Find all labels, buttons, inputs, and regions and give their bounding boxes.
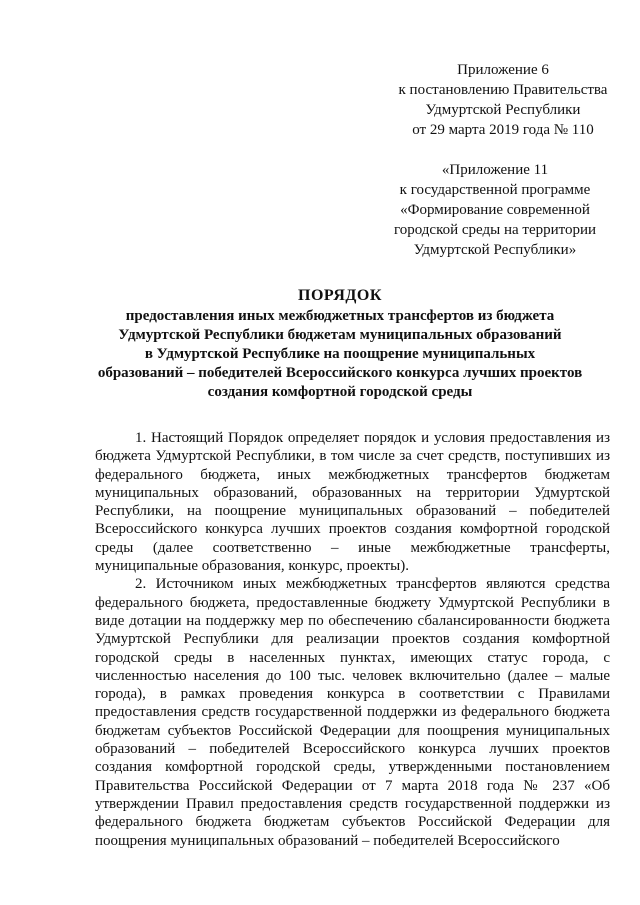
- document-title: [80, 286, 600, 402]
- title-line: в Удмуртской Республике на поощрение муниципальных: [144, 346, 536, 362]
- appendix-11-line: «Формирование современной: [400, 202, 590, 218]
- title-line: Удмуртской Республики бюджетам муниципальных образований: [118, 327, 562, 343]
- title-line: создания комфортной городской среды: [207, 384, 473, 400]
- paragraph-1: 1. Настоящий Порядок определяет порядок и условия предоставления из бюджета Удмуртской Республики, в том числе за счет средств, поступивших из федерального бюджета, иных межбюджетных трансфертов бюджетам муниципальных образований, образованных на территории Удмуртской Республики, на поощрение муниципальных образований – победителей Всероссийского конкурса лучших проектов создания комфортной городской среды (далее соответственно – иные межбюджетные трансферты, муниципальные образования, конкурс, проекты).: [95, 430, 610, 575]
- title-line: образований – победителей Всероссийского конкурса лучших проектов: [97, 365, 583, 381]
- paragraph-2: 2. Источником иных межбюджетных трансфертов являются средства федерального бюджета, предоставленные бюджету Удмуртской Республики в виде дотации на поддержку мер по обеспечению сбалансированности бюджета Удмуртской Республики для реализации проектов создания комфортной городской среды в населенных пунктах, имеющих статус города, с численностью населения до 100 тыс. человек включительно (далее – малые города), в рамках проведения конкурса в соответствии с Правилами предоставления средств государственной поддержки из федерального бюджета бюджетам субъектов Российской Федерации для поощрения муниципальных образований – победителей Всероссийского конкурса лучших проектов создания комфортной городской среды, утвержденными постановлением Правительства Российской Федерации от 7 марта 2018 года № 237 «Об утверждении Правил предоставления средств государственной поддержки из федерального бюджета бюджетам субъектов Российской Федерации для поощрения муниципальных образований – победителей Всероссийского: [95, 576, 610, 849]
- appendix-11-header: [372, 160, 618, 260]
- title-line: предоставления иных межбюджетных трансфертов из бюджета: [125, 308, 555, 324]
- appendix-6-line: к постановлению Правительства: [398, 82, 608, 98]
- appendix-6-header: [388, 60, 618, 140]
- title-heading: ПОРЯДОК: [298, 287, 382, 304]
- appendix-11-line: к государственной программе: [399, 182, 591, 198]
- appendix-11-line: Удмуртской Республики»: [413, 242, 577, 258]
- appendix-6-line: от 29 марта 2019 года № 110: [412, 122, 594, 138]
- appendix-6-line: Удмуртской Республики: [425, 102, 581, 118]
- appendix-11-line: городской среды на территории: [393, 222, 597, 238]
- document-body: [95, 429, 610, 850]
- appendix-6-line: Приложение 6: [457, 62, 549, 78]
- appendix-11-line: «Приложение 11: [441, 162, 549, 178]
